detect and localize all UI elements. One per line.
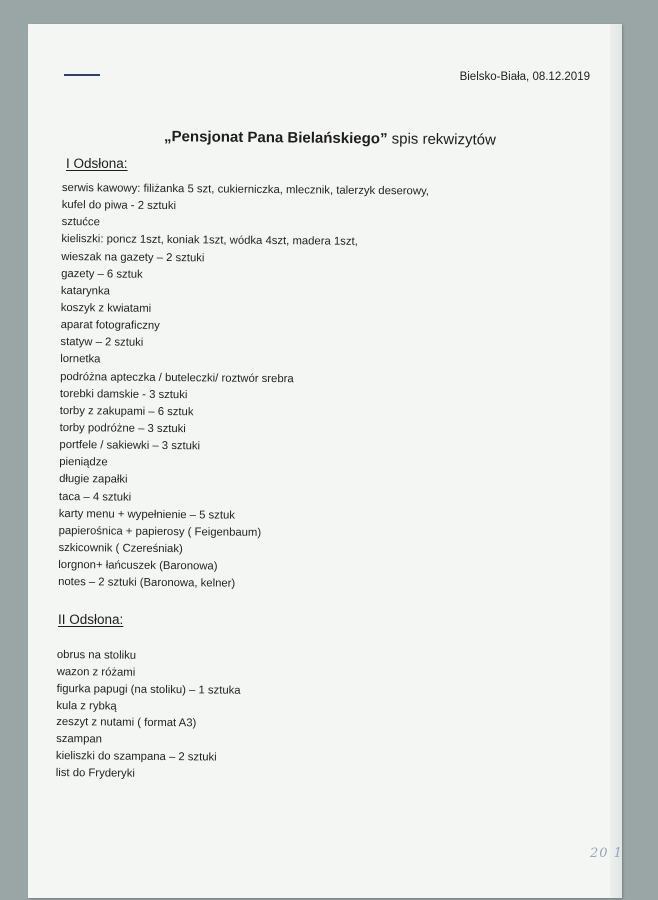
props-list-act-2	[56, 647, 241, 784]
list-item: torby z zakupami – 6 sztuk	[59, 404, 194, 419]
list-item: pieniądze	[59, 456, 108, 469]
list-item: lorgnon+ łańcuszek (Baronowa)	[58, 559, 218, 573]
list-item: katarynka	[60, 284, 110, 298]
list-item: obrus na stoliku	[56, 648, 137, 662]
list-item: zeszyt z nutami ( format A3)	[56, 716, 197, 730]
list-item: długie zapałki	[59, 473, 128, 487]
section-heading-act-2: II Odsłona:	[58, 612, 124, 627]
list-item: sztućce	[61, 216, 100, 229]
paper-edge	[610, 24, 622, 898]
list-item: statyw – 2 sztuki	[60, 336, 144, 350]
section-heading-act-1: I Odsłona:	[66, 156, 128, 171]
header-rule	[64, 74, 100, 76]
list-item: wieszak na gazety – 2 sztuki	[61, 250, 205, 264]
place-date: Bielsko-Biała, 08.12.2019	[459, 71, 590, 83]
list-item: papierośnica + papierosy ( Feigenbaum)	[58, 524, 262, 539]
list-item: portfele / sakiewki – 3 sztuki	[59, 439, 201, 453]
list-item: torebki damskie - 3 sztuki	[59, 387, 188, 401]
page-number-mark: 20 1	[590, 846, 623, 861]
list-item: karty menu + wypełnienie – 5 sztuk	[58, 507, 235, 522]
props-list-act-1	[58, 180, 429, 595]
list-item: aparat fotograficzny	[60, 319, 160, 333]
list-item: list do Fryderyki	[55, 766, 135, 780]
list-item: kieliszki do szampana – 2 sztuki	[55, 750, 217, 764]
list-item: serwis kawowy: filiżanka 5 szt, cukierniczka, mlecznik, talerzyk deserowy,	[61, 181, 430, 198]
list-item: podróżna apteczka / buteleczki/ roztwór srebra	[60, 370, 294, 385]
list-item: szampan	[56, 733, 103, 746]
list-item: lornetka	[60, 353, 101, 366]
list-item: notes – 2 sztuki (Baronowa, kelner)	[58, 576, 236, 590]
list-item: szkicownik ( Czereśniak)	[58, 541, 183, 556]
list-item: wazon z różami	[56, 665, 136, 679]
list-item: koszyk z kwiatami	[60, 301, 152, 315]
title-play-name: „Pensjonat Pana Bielańskiego”	[164, 128, 388, 148]
list-item: kula z rybką	[56, 699, 117, 713]
list-item: kufel do piwa - 2 sztuki	[61, 199, 177, 213]
list-item: gazety – 6 sztuk	[61, 267, 143, 281]
title-suffix: spis rekwizytów	[387, 130, 496, 149]
list-item: figurka papugi (na stoliku) – 1 sztuka	[56, 682, 241, 697]
list-item: taca – 4 sztuki	[58, 490, 132, 504]
list-item: kieliszki: poncz 1szt, koniak 1szt, wódka 4szt, madera 1szt,	[61, 233, 358, 249]
list-item: torby podróżne – 3 sztuki	[59, 421, 186, 436]
